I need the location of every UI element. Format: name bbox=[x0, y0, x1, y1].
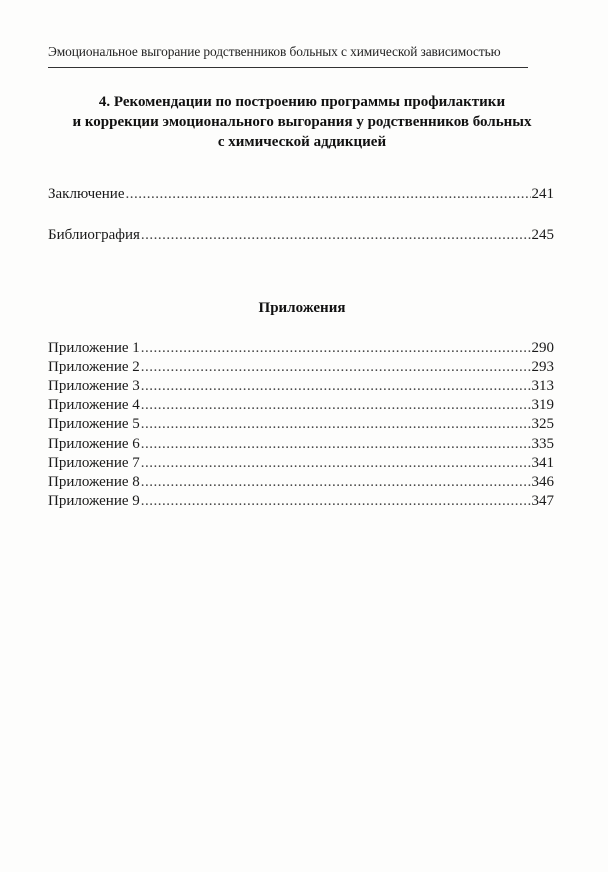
toc-leader-dots bbox=[141, 339, 531, 358]
appendix-entry[interactable] bbox=[48, 415, 554, 434]
appendix-entry[interactable] bbox=[48, 473, 554, 492]
appendix-entry[interactable] bbox=[48, 454, 554, 473]
toc-leader-dots bbox=[141, 435, 531, 454]
toc-leader-dots bbox=[141, 415, 531, 434]
section-title-line: с химической аддикцией bbox=[217, 134, 387, 150]
toc-leader-dots bbox=[141, 492, 531, 511]
section-title-line: 4. Рекомендации по построению программы профилактики bbox=[98, 94, 506, 110]
appendix-entry[interactable] bbox=[48, 358, 554, 377]
toc-entry-page: 346 bbox=[531, 474, 554, 490]
toc-entry-label: Приложение 1 bbox=[48, 340, 140, 356]
toc-entry-page: 245 bbox=[531, 227, 554, 243]
appendix-entry[interactable] bbox=[48, 492, 554, 511]
toc-leader-dots bbox=[141, 377, 531, 396]
appendix-entry[interactable] bbox=[48, 377, 554, 396]
toc-entry-page: 325 bbox=[531, 416, 554, 432]
toc-entry-page: 341 bbox=[531, 455, 554, 471]
toc-leader-dots bbox=[126, 185, 531, 204]
appendix-entry[interactable] bbox=[48, 435, 554, 454]
appendix-entry[interactable] bbox=[48, 339, 554, 358]
toc-entry-label: Приложение 7 bbox=[48, 455, 140, 471]
toc-entry-label: Заключение bbox=[48, 186, 125, 202]
toc-entry-page: 241 bbox=[531, 186, 554, 202]
toc-leader-dots bbox=[141, 473, 531, 492]
toc-entry-label: Приложение 3 bbox=[48, 378, 140, 394]
toc-entry-page: 290 bbox=[531, 340, 554, 356]
toc-entry-label: Приложение 4 bbox=[48, 397, 140, 413]
toc-leader-dots bbox=[141, 454, 531, 473]
toc-entry-conclusion[interactable] bbox=[48, 185, 554, 204]
toc-leader-dots bbox=[141, 396, 531, 415]
running-header: Эмоциональное выгорание родственников больных с химической зависимостью bbox=[48, 44, 501, 59]
toc-entry-page: 319 bbox=[531, 397, 554, 413]
toc-entry-label: Приложение 6 bbox=[48, 436, 140, 452]
toc-entry-page: 313 bbox=[531, 378, 554, 394]
toc-entry-label: Библиография bbox=[48, 227, 140, 243]
toc-entry-bibliography[interactable] bbox=[48, 226, 554, 245]
header-rule bbox=[48, 67, 528, 68]
toc-entry-page: 293 bbox=[531, 359, 554, 375]
toc-entry-page: 335 bbox=[531, 436, 554, 452]
toc-leader-dots bbox=[141, 226, 531, 245]
toc-entry-label: Приложение 2 bbox=[48, 359, 140, 375]
appendix-heading: Приложения bbox=[258, 300, 346, 316]
section-title-line: и коррекции эмоционального выгорания у родственников больных bbox=[72, 114, 532, 130]
section-title bbox=[48, 92, 556, 152]
toc-entry-page: 347 bbox=[531, 493, 554, 509]
toc-leader-dots bbox=[141, 358, 531, 377]
toc-entry-label: Приложение 8 bbox=[48, 474, 140, 490]
toc-entry-label: Приложение 9 bbox=[48, 493, 140, 509]
toc-entry-label: Приложение 5 bbox=[48, 416, 140, 432]
appendix-entry[interactable] bbox=[48, 396, 554, 415]
